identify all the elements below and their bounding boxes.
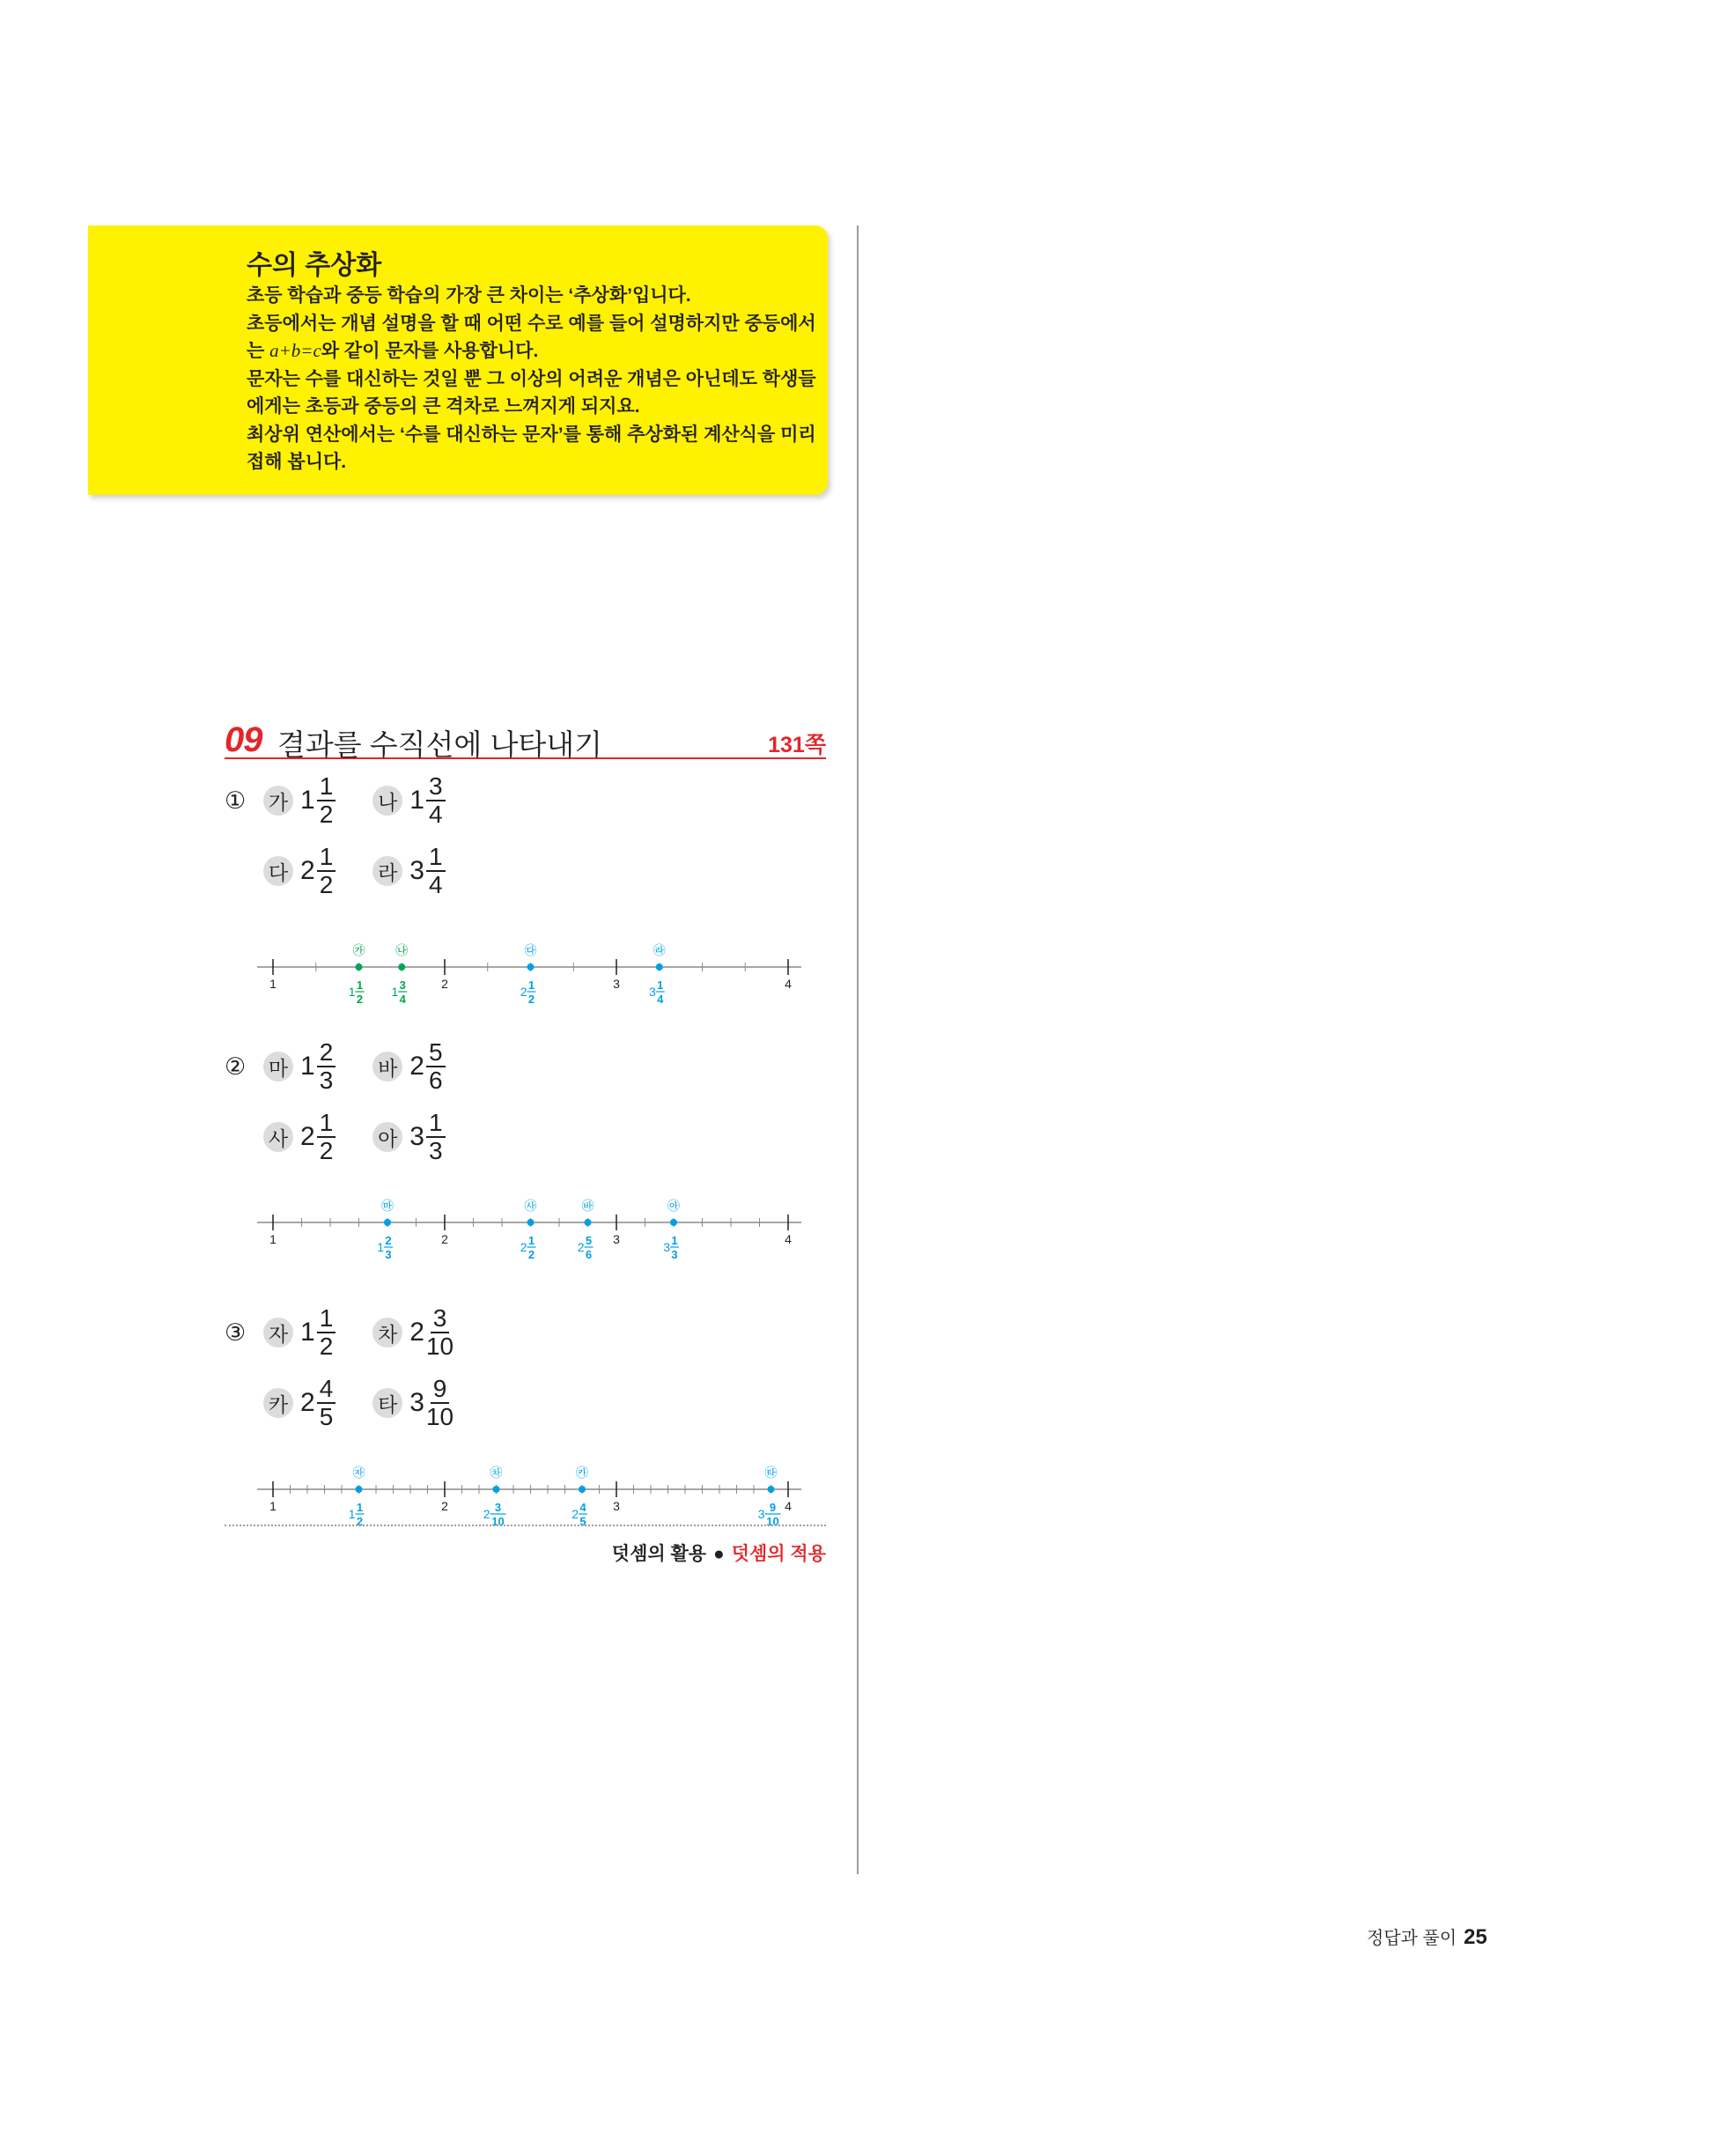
- point-whole: 2: [572, 1507, 579, 1521]
- info-line: 초등에서는 개념 설명을 할 때 어떤 수로 예를 들어 설명하지만 중등에서: [247, 313, 816, 334]
- data-point: [579, 1486, 586, 1493]
- mixed-number: 2 $\frac{1}{2}$: [300, 1110, 336, 1164]
- point-whole: 1: [377, 1240, 385, 1254]
- answer-row: [225, 1303, 490, 1362]
- point-whole: 2: [520, 985, 527, 999]
- tick-label: 2: [441, 1232, 448, 1246]
- mixed-number: 3 $\frac{9}{10}$: [409, 1375, 454, 1430]
- point-whole: 3: [663, 1240, 670, 1254]
- bullet-icon: ●: [713, 1544, 725, 1564]
- point-denominator: 5: [579, 1515, 586, 1528]
- mixed-number: 1 $\frac{2}{3}$: [300, 1039, 336, 1094]
- point-numerator: 1: [657, 978, 664, 992]
- point-numerator: 2: [385, 1234, 392, 1247]
- point-label-badge: 바: [372, 1052, 402, 1082]
- page-footer: [1367, 1923, 1487, 1950]
- point-denominator: 10: [766, 1515, 779, 1528]
- tick-label: 3: [613, 977, 620, 991]
- point-whole: 1: [391, 985, 399, 999]
- point-numerator: 1: [356, 1501, 364, 1514]
- tick-label: 4: [785, 1499, 792, 1513]
- point-label-badge: 사: [263, 1122, 293, 1152]
- tick-label: 1: [269, 1232, 277, 1246]
- info-box-title: 수의 추상화: [247, 251, 382, 280]
- point-numerator: 3: [399, 978, 406, 992]
- point-denominator: 3: [385, 1248, 392, 1261]
- info-line: 초등 학습과 중등 학습의 가장 큰 차이는 ‘추상화’입니다.: [247, 285, 691, 306]
- data-point: [356, 964, 363, 971]
- tick-label: 1: [269, 1499, 277, 1513]
- point-whole: 1: [348, 1507, 356, 1521]
- point-denominator: 6: [585, 1248, 593, 1261]
- data-point: [527, 964, 535, 971]
- mixed-number: 3 $\frac{1}{3}$: [409, 1110, 445, 1164]
- point-whole: 3: [648, 985, 656, 999]
- point-label-badge: 카: [263, 1388, 293, 1418]
- data-point: [656, 964, 663, 971]
- point-mark-label: ㉱: [653, 944, 666, 958]
- info-line: 문자는 수를 대신하는 것일 뿐 그 이상의 어려운 개념은 아닌데도 학생들: [247, 368, 816, 389]
- answer-row: [225, 772, 483, 830]
- point-whole: 2: [483, 1507, 490, 1521]
- data-point: [356, 1486, 363, 1493]
- info-line: 최상위 연산에서는 ‘수를 대신하는 문자’를 통해 추상화된 계산식을 미리: [247, 424, 816, 445]
- mixed-number: 2 $\frac{3}{10}$: [409, 1304, 454, 1360]
- point-mark-label: ㉯: [395, 944, 409, 958]
- point-mark-label: ㉲: [381, 1200, 395, 1214]
- point-numerator: 3: [494, 1501, 502, 1514]
- data-point: [384, 1219, 391, 1226]
- breadcrumb-current: 덧셈의 적용: [731, 1544, 826, 1564]
- problem-number: ①: [225, 786, 247, 814]
- point-label-badge: 나: [372, 786, 402, 816]
- point-label-badge: 가: [263, 786, 293, 816]
- point-mark-label: ㉹: [764, 1466, 778, 1480]
- mixed-number: 1 $\frac{1}{2}$: [300, 773, 336, 828]
- point-label-badge: 타: [372, 1388, 402, 1418]
- point-label-badge: 라: [372, 856, 402, 886]
- info-box-body: [247, 282, 816, 476]
- breadcrumb-parent: 덧셈의 활용: [611, 1544, 707, 1564]
- point-denominator: 2: [527, 993, 535, 1006]
- mixed-number: 3 $\frac{1}{4}$: [409, 844, 445, 898]
- section-header: [225, 720, 826, 759]
- point-label-badge: 마: [263, 1052, 293, 1082]
- info-line: 는 a+b=c와 같이 문자를 사용합니다.: [247, 340, 539, 361]
- breadcrumb: [612, 1539, 826, 1566]
- page-number: 25: [1464, 1925, 1487, 1949]
- data-point: [398, 964, 405, 971]
- column-divider: [857, 225, 859, 1874]
- point-denominator: 2: [527, 1248, 535, 1261]
- tick-label: 4: [785, 1232, 792, 1246]
- mixed-number: 2 $\frac{1}{2}$: [300, 844, 336, 898]
- tick-label: 1: [269, 977, 277, 991]
- number-line-1: [247, 916, 828, 1013]
- point-denominator: 10: [491, 1515, 505, 1528]
- point-mark-label: ㉮: [352, 944, 365, 958]
- point-numerator: 1: [671, 1234, 678, 1247]
- problem-number: ②: [225, 1052, 247, 1080]
- data-point: [584, 1219, 591, 1226]
- point-numerator: 1: [527, 1234, 535, 1247]
- point-whole: 3: [757, 1507, 765, 1521]
- tick-label: 4: [785, 977, 792, 991]
- number-line-2: [247, 1171, 828, 1268]
- data-point: [670, 1219, 677, 1226]
- point-whole: 2: [520, 1240, 527, 1254]
- tick-label: 3: [613, 1499, 620, 1513]
- point-label-badge: 자: [263, 1318, 293, 1348]
- point-denominator: 2: [356, 993, 364, 1006]
- point-numerator: 1: [356, 978, 364, 992]
- section-number: 09: [225, 720, 262, 759]
- info-line: 접해 봅니다.: [247, 452, 347, 472]
- point-whole: 2: [577, 1240, 585, 1254]
- mixed-number: 1 $\frac{1}{2}$: [300, 1305, 336, 1360]
- mixed-number: 2 $\frac{4}{5}$: [300, 1376, 336, 1430]
- problem-number: ③: [225, 1318, 247, 1346]
- point-mark-label: ㉴: [524, 1200, 537, 1214]
- info-line: 에게는 초등과 중등의 큰 격차로 느껴지게 되지요.: [247, 396, 640, 417]
- point-numerator: 4: [579, 1501, 586, 1514]
- point-mark-label: ㉳: [581, 1200, 594, 1214]
- mixed-number: 2 $\frac{5}{6}$: [409, 1039, 445, 1094]
- point-denominator: 2: [356, 1515, 364, 1528]
- tick-label: 2: [441, 1499, 448, 1513]
- point-mark-label: ㉸: [576, 1466, 588, 1480]
- section-title: 결과를 수직선에 나타내기: [277, 728, 602, 761]
- point-mark-label: ㉷: [490, 1466, 503, 1480]
- answer-row: [225, 1037, 483, 1096]
- page-reference: 131쪽: [768, 733, 826, 757]
- answer-row: [225, 1108, 483, 1166]
- data-point: [768, 1486, 775, 1493]
- point-label-badge: 차: [372, 1318, 402, 1348]
- data-point: [493, 1486, 500, 1493]
- tick-label: 2: [441, 977, 448, 991]
- point-mark-label: ㉵: [667, 1200, 680, 1214]
- point-mark-label: ㉰: [524, 944, 537, 958]
- info-box: [88, 225, 828, 495]
- point-mark-label: ㉶: [352, 1466, 365, 1480]
- mixed-number: 1 $\frac{3}{4}$: [409, 773, 445, 828]
- point-whole: 1: [348, 985, 356, 999]
- tick-label: 3: [613, 1232, 620, 1246]
- point-numerator: 9: [769, 1501, 777, 1514]
- point-denominator: 4: [399, 993, 406, 1006]
- answer-row: [225, 1374, 490, 1432]
- data-point: [527, 1219, 535, 1226]
- point-denominator: 3: [671, 1248, 678, 1261]
- dotted-separator: [225, 1525, 826, 1526]
- point-denominator: 4: [657, 993, 664, 1006]
- footer-label: 정답과 풀이: [1367, 1929, 1457, 1948]
- point-label-badge: 다: [263, 856, 293, 886]
- number-line-3: [247, 1438, 828, 1535]
- point-numerator: 5: [585, 1234, 593, 1247]
- formula: a+b=c: [269, 340, 321, 361]
- point-label-badge: 아: [372, 1122, 402, 1152]
- answer-row: [225, 842, 483, 900]
- point-numerator: 1: [527, 978, 535, 992]
